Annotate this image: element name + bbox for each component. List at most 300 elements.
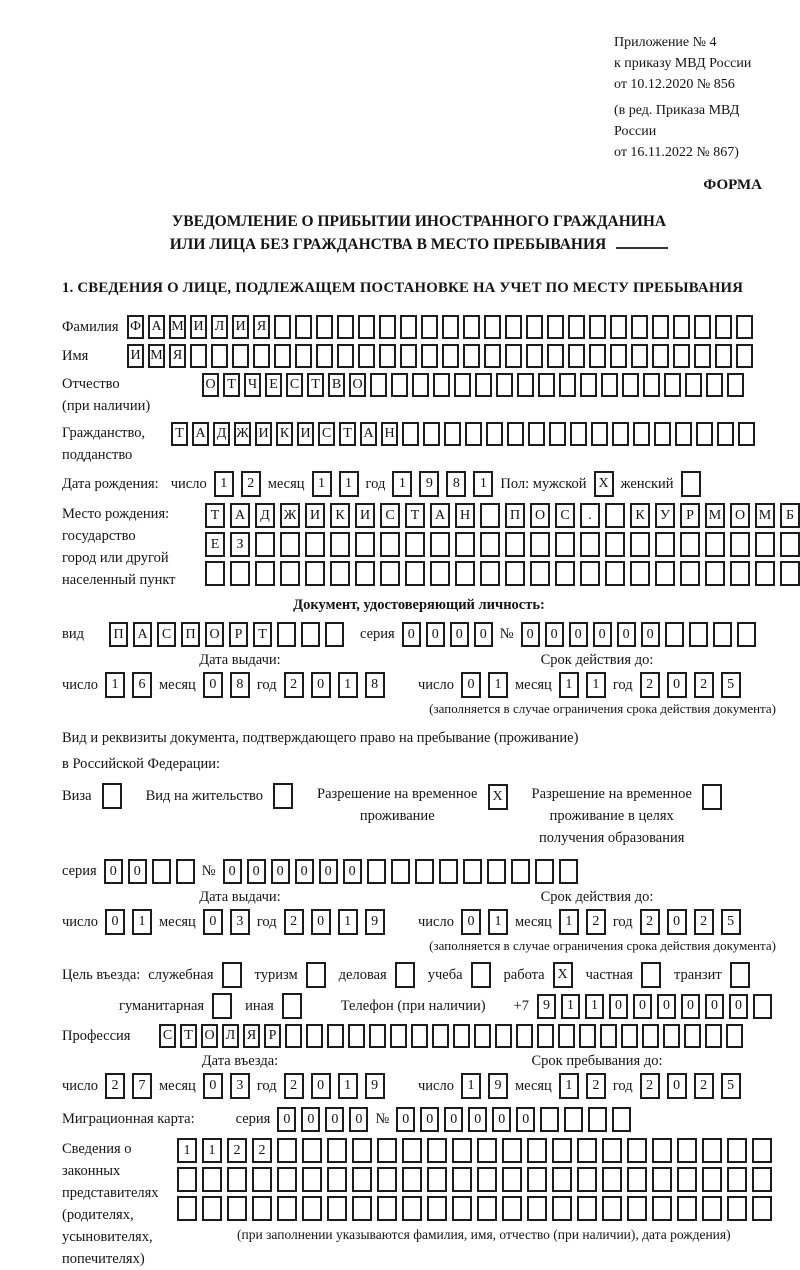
form-cell[interactable]: [555, 561, 575, 586]
form-cell[interactable]: 2: [284, 672, 304, 698]
form-cell[interactable]: [455, 561, 475, 586]
form-cell[interactable]: [727, 1196, 747, 1221]
form-cell[interactable]: 1: [338, 672, 358, 698]
form-cell[interactable]: [605, 561, 625, 586]
form-cell[interactable]: Л: [211, 315, 228, 339]
form-cell[interactable]: Я: [243, 1024, 260, 1048]
form-cell[interactable]: [465, 422, 482, 446]
form-cell[interactable]: [502, 1138, 522, 1163]
form-cell[interactable]: 0: [349, 1107, 368, 1132]
form-cell[interactable]: [301, 622, 320, 647]
form-cell[interactable]: 0: [705, 994, 724, 1019]
form-cell[interactable]: [433, 373, 450, 397]
form-cell[interactable]: [652, 1167, 672, 1192]
form-cell[interactable]: [527, 1196, 547, 1221]
form-cell[interactable]: X: [553, 962, 573, 988]
form-cell[interactable]: 9: [419, 471, 439, 497]
form-cell[interactable]: А: [230, 503, 250, 528]
form-cell[interactable]: [176, 859, 195, 884]
form-cell[interactable]: 0: [444, 1107, 463, 1132]
form-cell[interactable]: [452, 1196, 472, 1221]
form-cell[interactable]: [602, 1196, 622, 1221]
form-cell[interactable]: [727, 1138, 747, 1163]
form-cell[interactable]: [580, 561, 600, 586]
form-cell[interactable]: [190, 344, 207, 368]
form-cell[interactable]: [255, 561, 275, 586]
form-cell[interactable]: [630, 532, 650, 557]
form-cell[interactable]: [547, 344, 564, 368]
form-cell[interactable]: [752, 1196, 772, 1221]
form-cell[interactable]: 1: [338, 1073, 358, 1099]
form-cell[interactable]: [253, 344, 270, 368]
form-cell[interactable]: [423, 422, 440, 446]
form-cell[interactable]: [316, 315, 333, 339]
form-cell[interactable]: 2: [640, 909, 660, 935]
form-cell[interactable]: [302, 1138, 322, 1163]
form-cell[interactable]: [753, 994, 772, 1019]
form-cell[interactable]: 1: [473, 471, 493, 497]
form-cell[interactable]: [227, 1196, 247, 1221]
form-cell[interactable]: Т: [180, 1024, 197, 1048]
form-cell[interactable]: [177, 1196, 197, 1221]
form-cell[interactable]: П: [181, 622, 200, 647]
form-cell[interactable]: [675, 422, 692, 446]
form-cell[interactable]: [631, 315, 648, 339]
form-cell[interactable]: [505, 344, 522, 368]
form-cell[interactable]: [706, 373, 723, 397]
form-cell[interactable]: 0: [271, 859, 290, 884]
form-cell[interactable]: [507, 422, 524, 446]
form-cell[interactable]: [369, 1024, 386, 1048]
form-cell[interactable]: [480, 532, 500, 557]
form-cell[interactable]: [730, 532, 750, 557]
form-cell[interactable]: [495, 1024, 512, 1048]
form-cell[interactable]: [484, 315, 501, 339]
form-cell[interactable]: 0: [203, 1073, 223, 1099]
form-cell[interactable]: А: [133, 622, 152, 647]
form-cell[interactable]: 0: [301, 1107, 320, 1132]
form-cell[interactable]: [430, 532, 450, 557]
form-cell[interactable]: [411, 1024, 428, 1048]
form-cell[interactable]: [564, 1107, 583, 1132]
form-cell[interactable]: [452, 1138, 472, 1163]
form-cell[interactable]: Т: [405, 503, 425, 528]
form-cell[interactable]: [205, 561, 225, 586]
form-cell[interactable]: А: [148, 315, 165, 339]
form-cell[interactable]: 0: [667, 1073, 687, 1099]
form-cell[interactable]: 8: [365, 672, 385, 698]
form-cell[interactable]: [295, 344, 312, 368]
form-cell[interactable]: 0: [105, 909, 125, 935]
form-cell[interactable]: Н: [381, 422, 398, 446]
form-cell[interactable]: [577, 1138, 597, 1163]
form-cell[interactable]: 2: [640, 1073, 660, 1099]
form-cell[interactable]: [444, 422, 461, 446]
form-cell[interactable]: 0: [247, 859, 266, 884]
form-cell[interactable]: 9: [488, 1073, 508, 1099]
form-cell[interactable]: [580, 532, 600, 557]
form-cell[interactable]: [540, 1107, 559, 1132]
form-cell[interactable]: 9: [365, 1073, 385, 1099]
form-cell[interactable]: 0: [396, 1107, 415, 1132]
form-cell[interactable]: [652, 1138, 672, 1163]
form-cell[interactable]: Ж: [280, 503, 300, 528]
form-cell[interactable]: [705, 532, 725, 557]
form-cell[interactable]: 0: [461, 909, 481, 935]
form-cell[interactable]: 1: [561, 994, 580, 1019]
form-cell[interactable]: [415, 859, 434, 884]
form-cell[interactable]: [631, 344, 648, 368]
form-cell[interactable]: 1: [461, 1073, 481, 1099]
form-cell[interactable]: [702, 1167, 722, 1192]
form-cell[interactable]: [412, 373, 429, 397]
form-cell[interactable]: [302, 1167, 322, 1192]
form-cell[interactable]: [306, 1024, 323, 1048]
form-cell[interactable]: [715, 344, 732, 368]
form-cell[interactable]: [380, 561, 400, 586]
form-cell[interactable]: [652, 1196, 672, 1221]
form-cell[interactable]: [391, 859, 410, 884]
form-cell[interactable]: [337, 344, 354, 368]
form-cell[interactable]: [377, 1138, 397, 1163]
form-cell[interactable]: [694, 315, 711, 339]
form-cell[interactable]: 6: [132, 672, 152, 698]
form-cell[interactable]: 0: [617, 622, 636, 647]
form-cell[interactable]: О: [205, 622, 224, 647]
form-cell[interactable]: [621, 1024, 638, 1048]
form-cell[interactable]: [511, 859, 530, 884]
form-cell[interactable]: [601, 373, 618, 397]
form-cell[interactable]: 9: [365, 909, 385, 935]
form-cell[interactable]: В: [328, 373, 345, 397]
form-cell[interactable]: [230, 561, 250, 586]
form-cell[interactable]: 0: [325, 1107, 344, 1132]
form-cell[interactable]: [453, 1024, 470, 1048]
form-cell[interactable]: [677, 1167, 697, 1192]
form-cell[interactable]: С: [157, 622, 176, 647]
form-cell[interactable]: [528, 422, 545, 446]
form-cell[interactable]: Н: [455, 503, 475, 528]
form-cell[interactable]: [352, 1167, 372, 1192]
form-cell[interactable]: 2: [284, 1073, 304, 1099]
form-cell[interactable]: 3: [230, 1073, 250, 1099]
form-cell[interactable]: [480, 503, 500, 528]
form-cell[interactable]: [452, 1167, 472, 1192]
form-cell[interactable]: [280, 532, 300, 557]
form-cell[interactable]: [302, 1196, 322, 1221]
form-cell[interactable]: 1: [177, 1138, 197, 1163]
form-cell[interactable]: [274, 315, 291, 339]
form-cell[interactable]: Д: [255, 503, 275, 528]
form-cell[interactable]: [282, 993, 302, 1019]
form-cell[interactable]: [295, 315, 312, 339]
form-cell[interactable]: 1: [202, 1138, 222, 1163]
form-cell[interactable]: [663, 1024, 680, 1048]
form-cell[interactable]: [559, 859, 578, 884]
form-cell[interactable]: Р: [680, 503, 700, 528]
form-cell[interactable]: [502, 1167, 522, 1192]
form-cell[interactable]: [568, 315, 585, 339]
form-cell[interactable]: [677, 1138, 697, 1163]
form-cell[interactable]: [555, 532, 575, 557]
form-cell[interactable]: [726, 1024, 743, 1048]
form-cell[interactable]: 1: [559, 909, 579, 935]
form-cell[interactable]: О: [730, 503, 750, 528]
form-cell[interactable]: [474, 1024, 491, 1048]
form-cell[interactable]: Т: [171, 422, 188, 446]
form-cell[interactable]: [517, 373, 534, 397]
form-cell[interactable]: [380, 532, 400, 557]
form-cell[interactable]: [475, 373, 492, 397]
form-cell[interactable]: З: [230, 532, 250, 557]
form-cell[interactable]: 1: [105, 672, 125, 698]
form-cell[interactable]: [755, 532, 775, 557]
form-cell[interactable]: [655, 532, 675, 557]
form-cell[interactable]: [673, 315, 690, 339]
form-cell[interactable]: 1: [488, 672, 508, 698]
form-cell[interactable]: 0: [474, 622, 493, 647]
form-cell[interactable]: 0: [426, 622, 445, 647]
form-cell[interactable]: [330, 561, 350, 586]
form-cell[interactable]: М: [705, 503, 725, 528]
form-cell[interactable]: [736, 315, 753, 339]
form-cell[interactable]: [680, 561, 700, 586]
form-cell[interactable]: С: [555, 503, 575, 528]
form-cell[interactable]: 1: [585, 994, 604, 1019]
form-cell[interactable]: [402, 1138, 422, 1163]
form-cell[interactable]: М: [755, 503, 775, 528]
form-cell[interactable]: [689, 622, 708, 647]
form-cell[interactable]: [277, 622, 296, 647]
form-cell[interactable]: [327, 1024, 344, 1048]
form-cell[interactable]: [273, 783, 293, 809]
form-cell[interactable]: [377, 1196, 397, 1221]
form-cell[interactable]: 0: [641, 622, 660, 647]
form-cell[interactable]: [602, 1138, 622, 1163]
form-cell[interactable]: [696, 422, 713, 446]
form-cell[interactable]: [627, 1138, 647, 1163]
form-cell[interactable]: [737, 622, 756, 647]
form-cell[interactable]: [702, 784, 722, 810]
form-cell[interactable]: [537, 1024, 554, 1048]
form-cell[interactable]: 0: [311, 672, 331, 698]
form-cell[interactable]: [538, 373, 555, 397]
form-cell[interactable]: [612, 1107, 631, 1132]
form-cell[interactable]: 3: [230, 909, 250, 935]
form-cell[interactable]: [463, 344, 480, 368]
form-cell[interactable]: [202, 1167, 222, 1192]
form-cell[interactable]: К: [330, 503, 350, 528]
form-cell[interactable]: [463, 315, 480, 339]
form-cell[interactable]: [337, 315, 354, 339]
form-cell[interactable]: [306, 962, 326, 988]
form-cell[interactable]: 0: [311, 909, 331, 935]
form-cell[interactable]: 2: [252, 1138, 272, 1163]
form-cell[interactable]: [379, 315, 396, 339]
form-cell[interactable]: С: [380, 503, 400, 528]
form-cell[interactable]: [730, 962, 750, 988]
form-cell[interactable]: [755, 561, 775, 586]
form-cell[interactable]: [255, 532, 275, 557]
form-cell[interactable]: [727, 1167, 747, 1192]
form-cell[interactable]: Я: [169, 344, 186, 368]
form-cell[interactable]: [730, 561, 750, 586]
form-cell[interactable]: [559, 373, 576, 397]
form-cell[interactable]: [641, 962, 661, 988]
form-cell[interactable]: [402, 1196, 422, 1221]
form-cell[interactable]: 0: [545, 622, 564, 647]
form-cell[interactable]: [622, 373, 639, 397]
form-cell[interactable]: [352, 1138, 372, 1163]
form-cell[interactable]: 5: [721, 909, 741, 935]
form-cell[interactable]: 1: [339, 471, 359, 497]
form-cell[interactable]: [630, 561, 650, 586]
form-cell[interactable]: Р: [229, 622, 248, 647]
form-cell[interactable]: [600, 1024, 617, 1048]
form-cell[interactable]: [577, 1196, 597, 1221]
form-cell[interactable]: 8: [230, 672, 250, 698]
form-cell[interactable]: [552, 1196, 572, 1221]
form-cell[interactable]: 0: [569, 622, 588, 647]
form-cell[interactable]: И: [355, 503, 375, 528]
form-cell[interactable]: 2: [586, 1073, 606, 1099]
form-cell[interactable]: [227, 1167, 247, 1192]
form-cell[interactable]: А: [360, 422, 377, 446]
form-cell[interactable]: X: [594, 471, 614, 497]
form-cell[interactable]: [352, 1196, 372, 1221]
form-cell[interactable]: [421, 315, 438, 339]
form-cell[interactable]: 0: [521, 622, 540, 647]
form-cell[interactable]: [432, 1024, 449, 1048]
form-cell[interactable]: [633, 422, 650, 446]
form-cell[interactable]: [577, 1167, 597, 1192]
form-cell[interactable]: 1: [488, 909, 508, 935]
form-cell[interactable]: К: [630, 503, 650, 528]
form-cell[interactable]: [684, 1024, 701, 1048]
form-cell[interactable]: [477, 1196, 497, 1221]
form-cell[interactable]: [442, 315, 459, 339]
form-cell[interactable]: [367, 859, 386, 884]
form-cell[interactable]: 1: [312, 471, 332, 497]
form-cell[interactable]: [222, 962, 242, 988]
form-cell[interactable]: [685, 373, 702, 397]
form-cell[interactable]: [400, 344, 417, 368]
form-cell[interactable]: 0: [657, 994, 676, 1019]
form-cell[interactable]: О: [349, 373, 366, 397]
form-cell[interactable]: [439, 859, 458, 884]
form-cell[interactable]: [654, 422, 671, 446]
form-cell[interactable]: [177, 1167, 197, 1192]
form-cell[interactable]: [694, 344, 711, 368]
form-cell[interactable]: X: [488, 784, 508, 810]
form-cell[interactable]: [496, 373, 513, 397]
form-cell[interactable]: К: [276, 422, 293, 446]
form-cell[interactable]: [677, 1196, 697, 1221]
form-cell[interactable]: [505, 561, 525, 586]
form-cell[interactable]: 0: [667, 909, 687, 935]
form-cell[interactable]: 0: [295, 859, 314, 884]
form-cell[interactable]: [427, 1196, 447, 1221]
form-cell[interactable]: [427, 1167, 447, 1192]
form-cell[interactable]: [395, 962, 415, 988]
form-cell[interactable]: О: [202, 373, 219, 397]
form-cell[interactable]: М: [169, 315, 186, 339]
form-cell[interactable]: [588, 1107, 607, 1132]
form-cell[interactable]: Р: [264, 1024, 281, 1048]
form-cell[interactable]: О: [201, 1024, 218, 1048]
form-cell[interactable]: [527, 1167, 547, 1192]
form-cell[interactable]: [377, 1167, 397, 1192]
form-cell[interactable]: [358, 344, 375, 368]
form-cell[interactable]: [477, 1138, 497, 1163]
form-cell[interactable]: [274, 344, 291, 368]
form-cell[interactable]: [305, 561, 325, 586]
form-cell[interactable]: 2: [227, 1138, 247, 1163]
form-cell[interactable]: 0: [593, 622, 612, 647]
form-cell[interactable]: [421, 344, 438, 368]
form-cell[interactable]: [379, 344, 396, 368]
form-cell[interactable]: М: [148, 344, 165, 368]
form-cell[interactable]: [484, 344, 501, 368]
form-cell[interactable]: [547, 315, 564, 339]
form-cell[interactable]: 5: [721, 1073, 741, 1099]
form-cell[interactable]: [486, 422, 503, 446]
form-cell[interactable]: И: [190, 315, 207, 339]
form-cell[interactable]: [752, 1167, 772, 1192]
form-cell[interactable]: [705, 561, 725, 586]
form-cell[interactable]: [355, 561, 375, 586]
form-cell[interactable]: [570, 422, 587, 446]
form-cell[interactable]: [463, 859, 482, 884]
form-cell[interactable]: [705, 1024, 722, 1048]
form-cell[interactable]: 2: [694, 1073, 714, 1099]
form-cell[interactable]: [252, 1167, 272, 1192]
form-cell[interactable]: [713, 622, 732, 647]
form-cell[interactable]: [527, 1138, 547, 1163]
form-cell[interactable]: Ч: [244, 373, 261, 397]
form-cell[interactable]: И: [297, 422, 314, 446]
form-cell[interactable]: [358, 315, 375, 339]
form-cell[interactable]: Т: [223, 373, 240, 397]
form-cell[interactable]: [580, 373, 597, 397]
form-cell[interactable]: [535, 859, 554, 884]
form-cell[interactable]: [427, 1138, 447, 1163]
form-cell[interactable]: 1: [586, 672, 606, 698]
form-cell[interactable]: [591, 422, 608, 446]
form-cell[interactable]: Л: [222, 1024, 239, 1048]
form-cell[interactable]: [327, 1196, 347, 1221]
form-cell[interactable]: Т: [307, 373, 324, 397]
form-cell[interactable]: [673, 344, 690, 368]
form-cell[interactable]: [325, 622, 344, 647]
form-cell[interactable]: [610, 315, 627, 339]
form-cell[interactable]: [526, 315, 543, 339]
form-cell[interactable]: 0: [450, 622, 469, 647]
form-cell[interactable]: 0: [402, 622, 421, 647]
form-cell[interactable]: 7: [132, 1073, 152, 1099]
form-cell[interactable]: [330, 532, 350, 557]
form-cell[interactable]: [568, 344, 585, 368]
form-cell[interactable]: [530, 532, 550, 557]
form-cell[interactable]: Т: [339, 422, 356, 446]
form-cell[interactable]: И: [127, 344, 144, 368]
form-cell[interactable]: [327, 1167, 347, 1192]
form-cell[interactable]: [402, 1167, 422, 1192]
form-cell[interactable]: [102, 783, 122, 809]
form-cell[interactable]: [665, 622, 684, 647]
form-cell[interactable]: 0: [104, 859, 123, 884]
form-cell[interactable]: 0: [203, 672, 223, 698]
